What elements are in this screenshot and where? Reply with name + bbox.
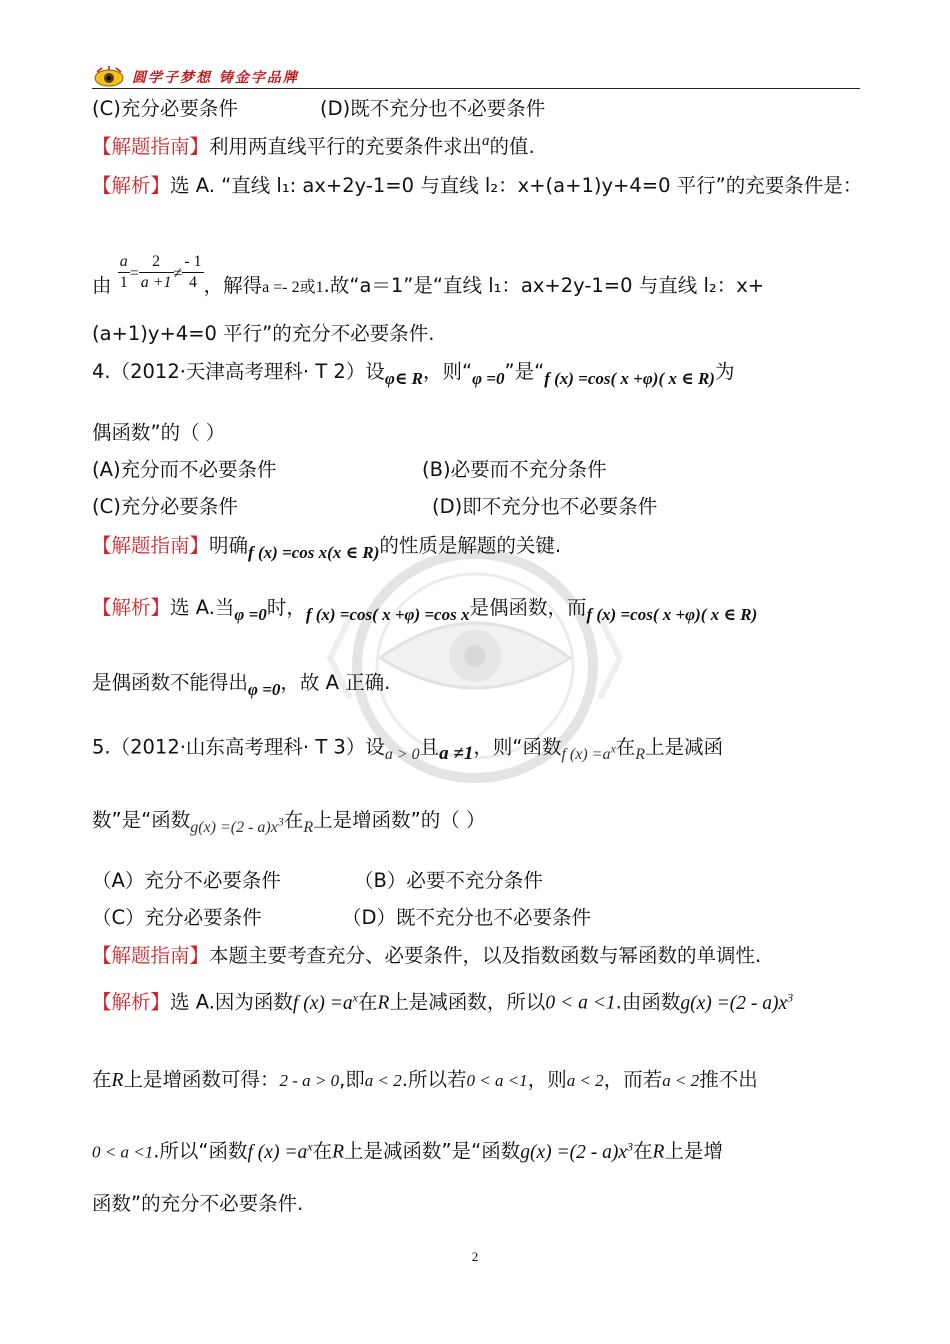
fraction-numerator: a — [118, 252, 130, 273]
q3-sol2-post: .故“a＝1”是“直线 l₁：ax+2y-1=0 与直线 l₂：x+ — [323, 274, 765, 297]
q4-hint-tag: 【解题指南】 — [92, 534, 210, 557]
q5-stem-line2 — [92, 808, 486, 837]
q5-sol2-mid2: ,即 — [339, 1068, 365, 1091]
q3-solution-line2: 由 $\frac{a}{1}$ = $\frac{2}{a +1}$ ≠ $\frac{- 1}{4}$ ，解得a =- 2或1.故“a＝1”是“直线 l₁：ax+2y-1=0 与直线 l₂：x+ — [92, 253, 765, 297]
q5-math-a-positive: a > 0 — [384, 746, 420, 764]
q5-option-a: （A）充分不必要条件 — [92, 869, 281, 892]
q5-sol1-r: R — [377, 992, 390, 1014]
q5-stem-end: 上是减函 — [645, 735, 724, 759]
q3-sol2-result: a =- 2或1 — [262, 279, 324, 296]
q4-sol-math-cos: f (x) =cos( x +φ) =cos x — [305, 605, 470, 624]
q3-options-cd — [92, 97, 546, 120]
q5-sol3-mid4: 在 — [633, 1139, 653, 1163]
q5-sol3-math-gx: $g(x) =(2 - a)x^3$ — [520, 1139, 634, 1163]
q3-hint-var: a — [482, 133, 490, 149]
q4-math-phi-in-r: φ∈ R — [384, 369, 423, 388]
q5-math-a-not-one: a ≠1 — [439, 743, 474, 765]
q5-sol2-mid3: .所以若 — [401, 1068, 467, 1091]
q5-solution-line3 — [92, 1140, 723, 1162]
q5-sol2-math1: 2 - a > 0 — [279, 1071, 340, 1090]
q4-solution-line2 — [92, 671, 391, 699]
q5-sol2-math4: a < 2 — [566, 1071, 604, 1090]
fraction-neg1-over-4 — [182, 252, 203, 293]
q5-stem-prefix: 5.（2012·山东高考理科· T 3）设 — [92, 735, 385, 759]
fraction-denominator: 1 — [119, 274, 128, 291]
q4-hint-post: 的性质是解题的关键. — [379, 534, 562, 557]
q5-stem-mid2: ，则“函数 — [473, 735, 562, 759]
q5-sol2-mid5: ，而若 — [603, 1068, 663, 1091]
q3-option-d: (D)既不充分也不必要条件 — [320, 97, 546, 120]
q3-solution-tag: 【解析】 — [92, 174, 171, 197]
q5-sol3-math-fx: f $(x) =a^x$ — [247, 1139, 313, 1163]
header-slogan: 圆学子梦想 铸金字品牌 — [132, 70, 299, 86]
q4-options-ab — [92, 458, 607, 481]
fraction-numerator: - 1 — [182, 252, 203, 273]
q5-sol2-mid1: 上是增函数可得： — [123, 1068, 280, 1091]
q4-options-cd — [92, 495, 658, 518]
q4-sol-mid1: 时， — [266, 596, 306, 619]
q5-solution-line2 — [92, 1070, 758, 1091]
q5-option-b: （B）必要不充分条件 — [354, 869, 543, 892]
q5-stem-line1 — [92, 735, 724, 765]
q5-option-c: （C）充分必要条件 — [92, 906, 262, 929]
q4-math-function: f (x) =cos( x +φ)( x ∈ R) — [544, 369, 715, 388]
q5-sol1-pre: 选 A.因为函数 — [170, 990, 293, 1014]
q5-sol2-mid4: ，则 — [527, 1068, 567, 1091]
q4-stem-end: 为 — [714, 360, 735, 383]
q3-solution-line1 — [92, 176, 862, 196]
q4-hint-math: f (x) =cos x(x ∈ R) — [248, 543, 380, 562]
fraction-numerator: 2 — [139, 252, 174, 273]
q4-solution-tag: 【解析】 — [92, 596, 171, 619]
q5-option-d: （D）既不充分也不必要条件 — [342, 906, 592, 929]
q4-stem-prefix: 4.（2012·天津高考理科· T 2）设 — [92, 360, 385, 383]
q5-sol2-math3: 0 < a <1 — [466, 1071, 528, 1090]
q5-solution-tag: 【解析】 — [92, 990, 171, 1014]
q5-math-r: R — [635, 746, 646, 764]
q5-sol3-mid3: 上是减函数”是“函数 — [344, 1139, 521, 1163]
q5-sol2-r: R — [111, 1070, 124, 1091]
q5-options-cd — [92, 906, 592, 929]
q3-solution-text: 选 A. “直线 l₁: ax+2y-1=0 与直线 l₂：x+(a+1)y+4=0 平行”的充要条件是： — [170, 174, 863, 197]
q3-sol2-prefix: 由 — [92, 274, 112, 297]
fraction-denominator: a +1 — [140, 274, 172, 291]
header-divider — [92, 88, 860, 89]
q5-hint-tag: 【解题指南】 — [92, 944, 210, 967]
q5-sol2-math5: a < 2 — [662, 1071, 700, 1090]
q5-sol1-mid2: 上是减函数，所以 — [389, 990, 546, 1014]
q3-sol2-mid: ，解得 — [203, 274, 263, 297]
q5-sol3-mid1: .所以“函数 — [153, 1139, 248, 1163]
q5-sol3-r2: R — [652, 1141, 665, 1163]
q5-sol2-pre: 在 — [92, 1068, 112, 1091]
q4-math-phi-zero: φ =0 — [472, 369, 505, 388]
q5-sol1-math-gx: $g(x) =(2 - a)x^3$ — [680, 990, 794, 1014]
q5-stem-mid3: 在 — [615, 735, 636, 759]
q3-hint-tag: 【解题指南】 — [92, 135, 210, 158]
q5-solution-line1 — [92, 991, 793, 1013]
q4-sol2-math: φ =0 — [248, 680, 281, 699]
q3-hint-text: 利用两直线平行的充要条件求出 — [209, 135, 483, 158]
q5-sol2-end: 推不出 — [699, 1068, 758, 1091]
q5-math-r2: R — [303, 819, 314, 837]
q4-stem-line2: 偶函数”的（ ） — [92, 421, 226, 444]
q4-hint-pre: 明确 — [209, 534, 249, 557]
q5-hint-text: 本题主要考查充分、必要条件，以及指数函数与幂函数的单调性. — [209, 944, 762, 967]
q4-stem-mid2: ”是“ — [504, 360, 545, 383]
q5-sol3-end: 上是增 — [664, 1139, 723, 1163]
q4-sol-pre: 选 A.当 — [170, 596, 235, 619]
q4-option-c: (C)充分必要条件 — [92, 495, 238, 518]
fraction-a-over-1 — [118, 252, 130, 293]
q3-option-c: (C)充分必要条件 — [92, 97, 238, 120]
q5-stem-mid1: 且 — [419, 735, 440, 759]
q5-sol3-r1: R — [332, 1141, 344, 1163]
q4-sol2-pre: 是偶函数不能得出 — [92, 671, 249, 694]
q4-hint — [92, 534, 562, 562]
q5-sol1-mid1: 在 — [357, 990, 378, 1014]
q5-math-fx: f (x) =ax — [561, 742, 616, 764]
q5-sol1-mid3: .由函数 — [615, 990, 681, 1014]
q5-sol3-math1: 0 < a <1 — [92, 1142, 154, 1162]
page-number: 2 — [471, 1249, 479, 1264]
page-header — [92, 64, 860, 90]
eye-logo-icon — [94, 66, 124, 88]
q5-hint — [92, 946, 761, 966]
q4-sol-math-function: f (x) =cos( x +φ)( x ∈ R) — [586, 605, 758, 624]
q4-sol-mid2: 是偶函数，而 — [469, 596, 587, 619]
q5-options-ab — [92, 869, 543, 892]
q5-solution-line4: 函数”的充分不必要条件. — [92, 1192, 304, 1215]
q4-sol-math-phi-zero: φ =0 — [234, 605, 267, 624]
q5-stem2-mid: 在 — [283, 808, 304, 832]
q4-option-a: (A)充分而不必要条件 — [92, 458, 277, 481]
q5-sol2-math2: a < 2 — [364, 1071, 402, 1090]
q4-solution-line1 — [92, 596, 758, 624]
q4-option-b: (B)必要而不充分条件 — [422, 458, 607, 481]
fraction-denominator: 4 — [188, 274, 197, 291]
q5-sol1-math-fx: f $(x) =a^x$ — [292, 990, 358, 1014]
q4-stem-line1 — [92, 360, 735, 388]
q4-option-d: (D)即不充分也不必要条件 — [432, 495, 658, 518]
q5-sol1-math-range: 0 < a <1 — [545, 992, 616, 1014]
q3-hint — [92, 133, 535, 158]
fraction-2-over-a-plus-1 — [139, 252, 174, 293]
q3-solution-line3: (a+1)y+4=0 平行”的充分不必要条件. — [92, 322, 435, 345]
q5-stem2-end: 上是增函数”的（ ） — [313, 808, 486, 832]
q5-math-gx: g(x) =(2 - a)x3 — [190, 815, 284, 837]
q4-sol2-post: ，故 A 正确. — [280, 671, 391, 694]
q4-stem-mid1: ，则“ — [422, 360, 473, 383]
q3-hint-end: 的值. — [489, 135, 535, 158]
q5-sol3-mid2: 在 — [312, 1139, 333, 1163]
q5-stem2-pre: 数”是“函数 — [92, 808, 191, 832]
